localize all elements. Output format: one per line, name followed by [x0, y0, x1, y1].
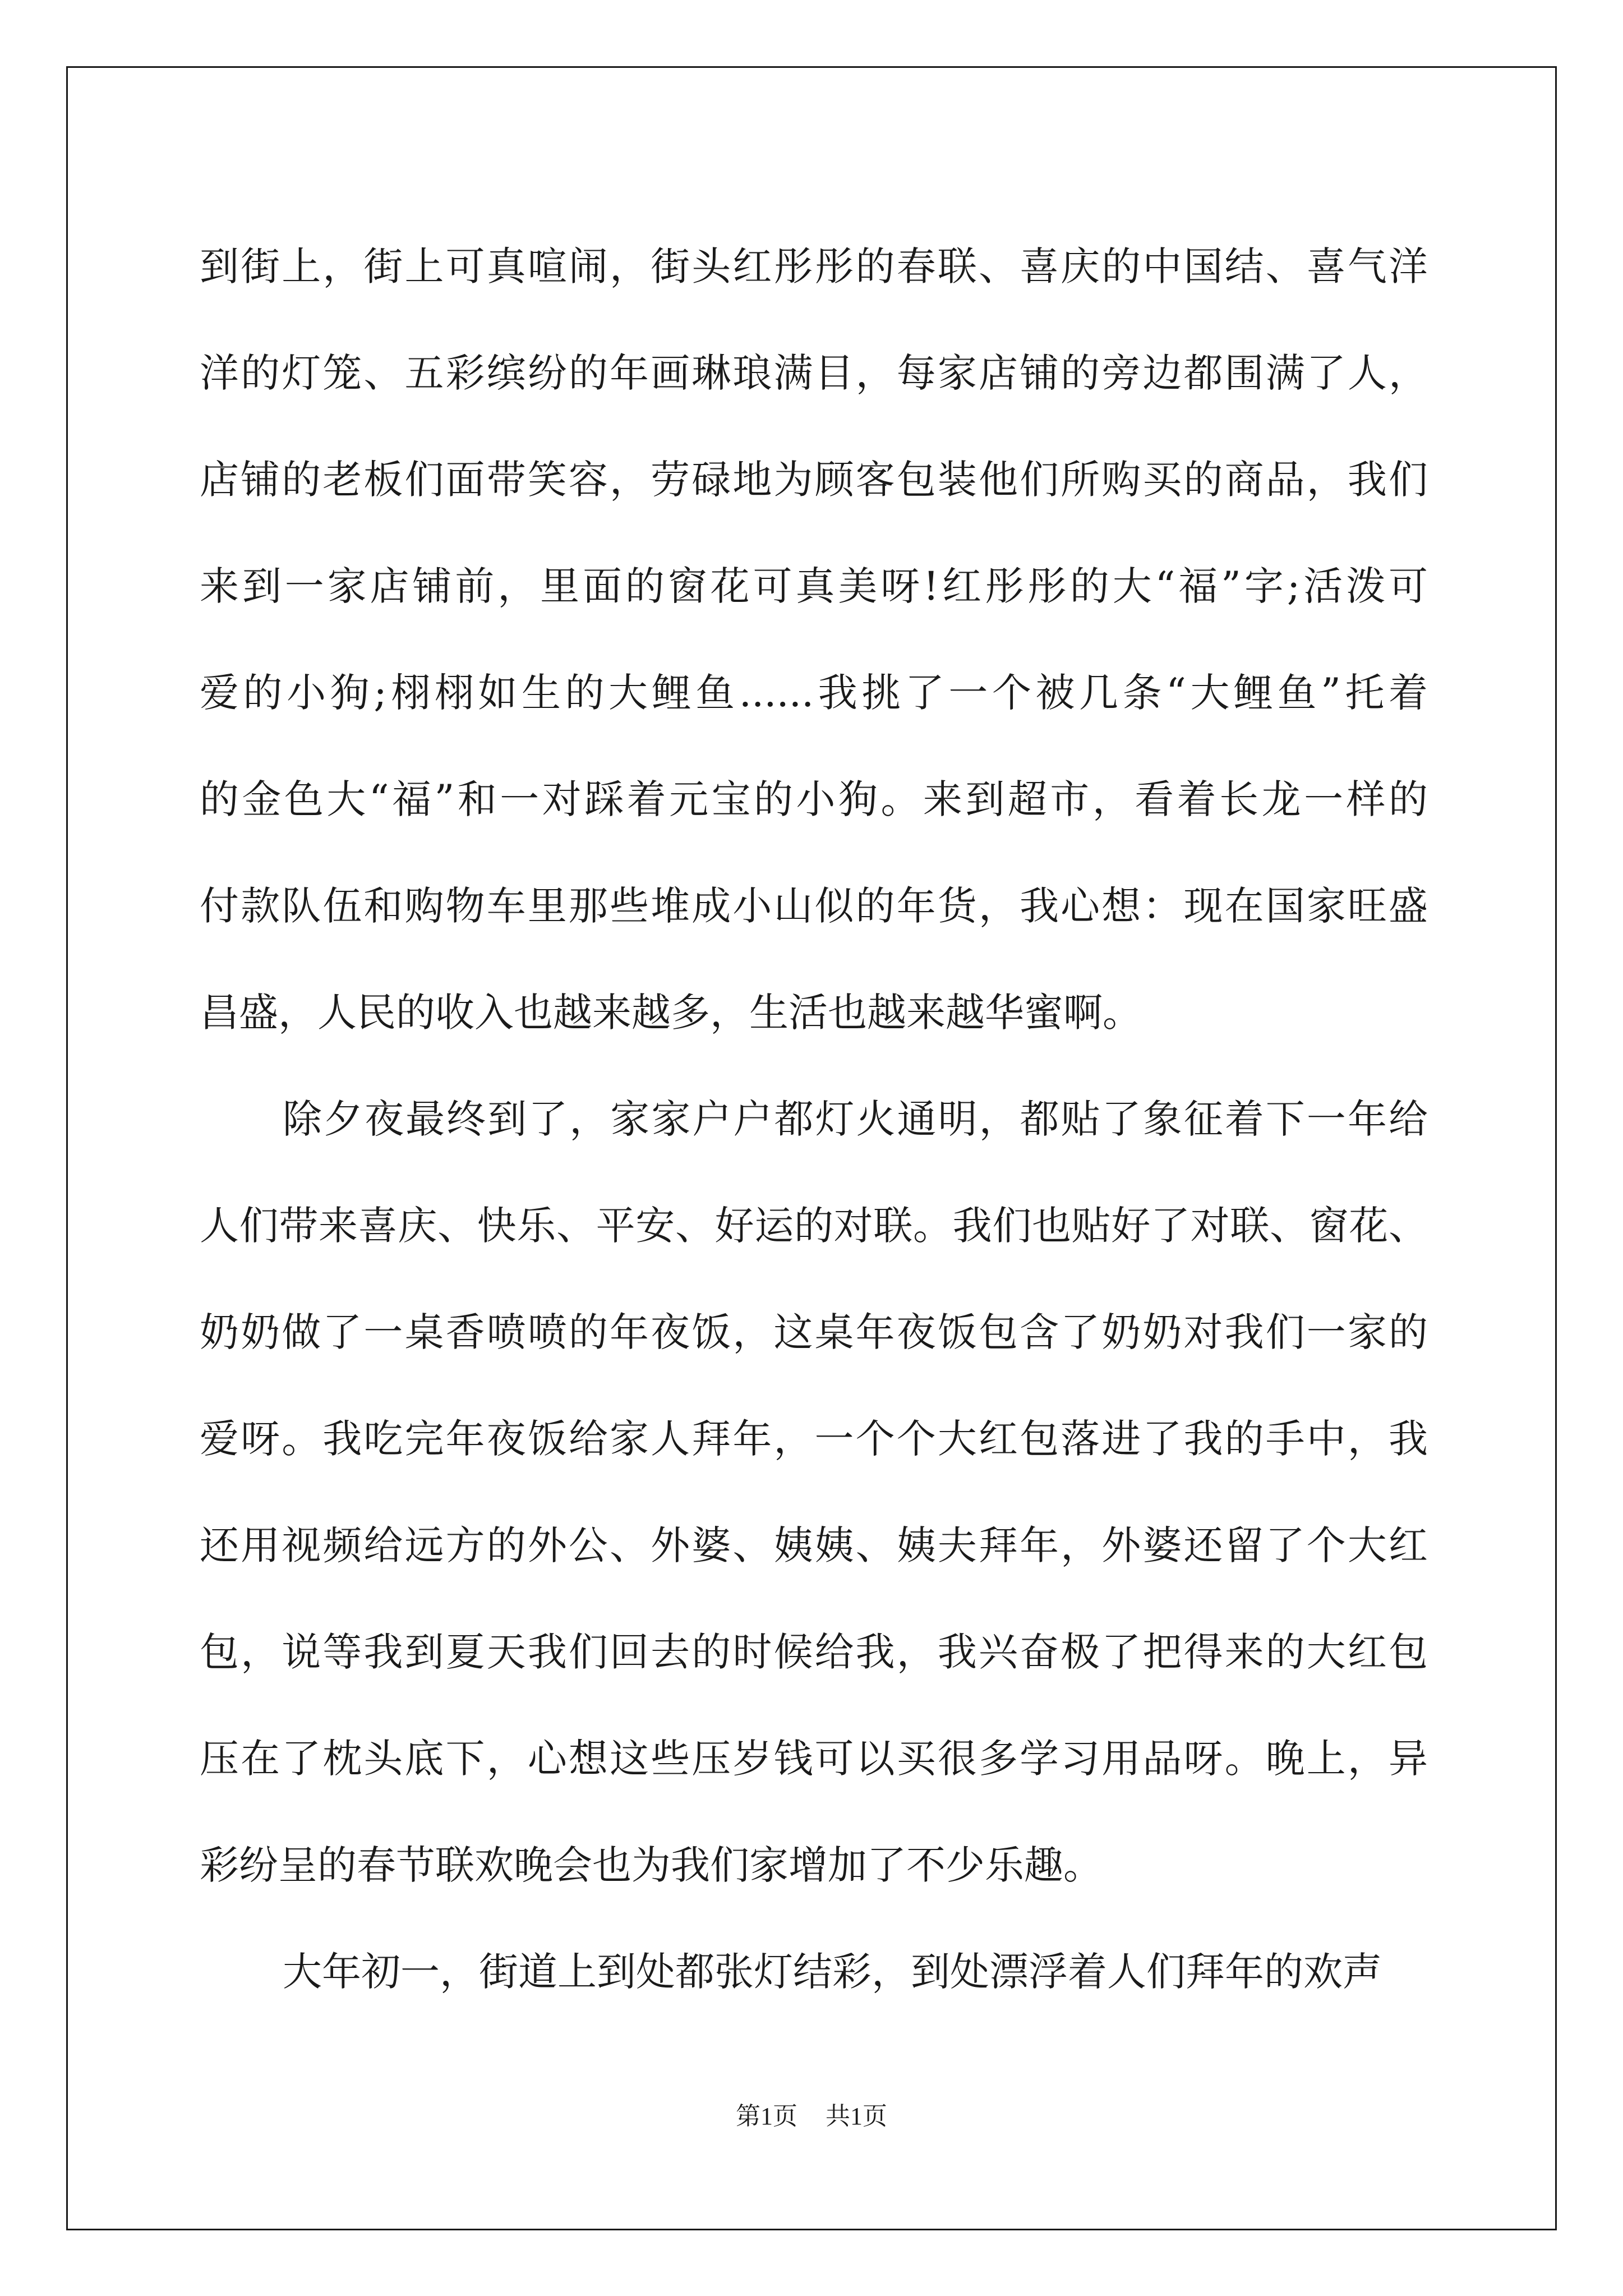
document-body [200, 213, 1428, 2025]
text-line: 店铺的老板们面带笑容，劳碌地为顾客包装他们所购买的商品，我们 [200, 457, 1428, 503]
text-line: 昌盛，人民的收入也越来越多，生活也越来越华蜜啊。 [200, 990, 1142, 1036]
text-line: 奶奶做了一桌香喷喷的年夜饭，这桌年夜饭包含了奶奶对我们一家的 [200, 1309, 1428, 1355]
text-line: 到街上，街上可真喧闹，街头红彤彤的春联、喜庆的中国结、喜气洋 [200, 243, 1428, 289]
page-footer [0, 2096, 1623, 2132]
text-line: 爱的小狗;栩栩如生的大鲤鱼......我挑了一个被几条“大鲤鱼”托着 [200, 670, 1428, 716]
text-line: 还用视频给远方的外公、外婆、姨姨、姨夫拜年，外婆还留了个大红 [200, 1522, 1428, 1568]
text-line: 爱呀。我吃完年夜饭给家人拜年，一个个大红包落进了我的手中，我 [200, 1416, 1428, 1462]
page-number: 第1页 [736, 2102, 797, 2130]
text-line: 人们带来喜庆、快乐、平安、好运的对联。我们也贴好了对联、窗花、 [200, 1203, 1428, 1249]
text-line: 包，说等我到夏天我们回去的时候给我，我兴奋极了把得来的大红包 [200, 1629, 1428, 1675]
text-line: 彩纷呈的春节联欢晚会也为我们家增加了不少乐趣。 [200, 1842, 1103, 1888]
text-line: 压在了枕头底下，心想这些压岁钱可以买很多学习用品呀。晚上，异 [200, 1736, 1428, 1782]
paragraph-start-line: 除夕夜最终到了，家家户户都灯火通明，都贴了象征着下一年给 [283, 1096, 1428, 1142]
text-line: 洋的灯笼、五彩缤纷的年画琳琅满目，每家店铺的旁边都围满了人， [200, 350, 1428, 396]
page-total: 共1页 [826, 2102, 887, 2130]
text-line: 来到一家店铺前，里面的窗花可真美呀!红彤彤的大“福”字;活泼可 [200, 563, 1428, 609]
paragraph-start-line: 大年初一，街道上到处都张灯结彩，到处漂浮着人们拜年的欢声 [283, 1949, 1382, 1995]
text-line: 付款队伍和购物车里那些堆成小山似的年货，我心想：现在国家旺盛 [200, 883, 1428, 929]
text-line: 的金色大“福”和一对踩着元宝的小狗。来到超市，看着长龙一样的 [200, 776, 1428, 822]
